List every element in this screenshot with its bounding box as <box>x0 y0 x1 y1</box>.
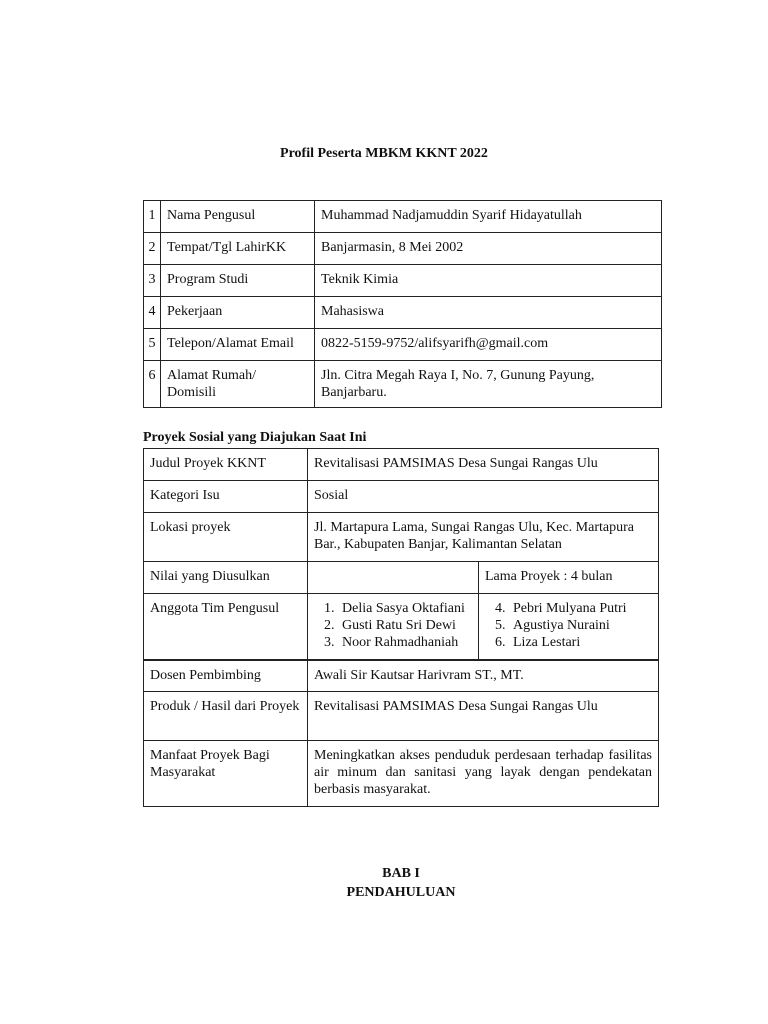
row-value: Muhammad Nadjamuddin Syarif Hidayatullah <box>315 201 662 233</box>
anggota-label: Anggota Tim Pengusul <box>144 594 308 660</box>
profile-row <box>144 297 662 329</box>
project-row <box>144 741 659 807</box>
kategori-value: Sosial <box>308 481 659 513</box>
project-row <box>144 594 659 660</box>
lokasi-label: Lokasi proyek <box>144 513 308 562</box>
row-number: 3 <box>144 265 161 297</box>
chapter-heading <box>0 864 768 902</box>
team-member: 5. Agustiya Nuraini <box>509 617 652 634</box>
judul-label: Judul Proyek KKNT <box>144 449 308 481</box>
produk-value: Revitalisasi PAMSIMAS Desa Sungai Rangas Ulu <box>308 692 659 741</box>
project-row <box>144 562 659 594</box>
project-row <box>144 692 659 741</box>
row-label: Nama Pengusul <box>161 201 315 233</box>
manfaat-value: Meningkatkan akses penduduk perdesaan terhadap fasilitas air minum dan sanitasi yang layak dengan pendekatan berbasis masyarakat. <box>308 741 659 807</box>
lama-proyek: Lama Proyek : 4 bulan <box>479 562 659 594</box>
project-table <box>143 448 659 807</box>
team-member: 1. Delia Sasya Oktafiani <box>338 600 472 617</box>
team-member: 4. Pebri Mulyana Putri <box>509 600 652 617</box>
project-row <box>144 513 659 562</box>
project-row <box>144 660 659 692</box>
profile-row <box>144 329 662 361</box>
nilai-value <box>308 562 479 594</box>
row-number: 1 <box>144 201 161 233</box>
row-value: Jln. Citra Megah Raya I, No. 7, Gunung Payung, Banjarbaru. <box>315 361 662 408</box>
dosen-label: Dosen Pembimbing <box>144 660 308 692</box>
profile-row <box>144 201 662 233</box>
row-number: 4 <box>144 297 161 329</box>
row-value: Teknik Kimia <box>315 265 662 297</box>
team-member: 3. Noor Rahmadhaniah <box>338 634 472 651</box>
row-number: 6 <box>144 361 161 408</box>
row-value: Banjarmasin, 8 Mei 2002 <box>315 233 662 265</box>
team-member: 2. Gusti Ratu Sri Dewi <box>338 617 472 634</box>
dosen-value: Awali Sir Kautsar Harivram ST., MT. <box>308 660 659 692</box>
produk-label: Produk / Hasil dari Proyek <box>144 692 308 741</box>
profile-row <box>144 233 662 265</box>
row-label: Tempat/Tgl LahirKK <box>161 233 315 265</box>
row-value: Mahasiswa <box>315 297 662 329</box>
anggota-list-left <box>308 594 479 660</box>
row-label: Telepon/Alamat Email <box>161 329 315 361</box>
nilai-label: Nilai yang Diusulkan <box>144 562 308 594</box>
project-row <box>144 481 659 513</box>
lokasi-value: Jl. Martapura Lama, Sungai Rangas Ulu, Kec. Martapura Bar., Kabupaten Banjar, Kalimantan Selatan <box>308 513 659 562</box>
judul-value: Revitalisasi PAMSIMAS Desa Sungai Rangas Ulu <box>308 449 659 481</box>
manfaat-label: Manfaat Proyek Bagi Masyarakat <box>144 741 308 807</box>
chapter-number: BAB I <box>382 866 420 881</box>
document-title: Profil Peserta MBKM KKNT 2022 <box>280 146 488 161</box>
row-label: Pekerjaan <box>161 297 315 329</box>
kategori-label: Kategori Isu <box>144 481 308 513</box>
row-value: 0822-5159-9752/alifsyarifh@gmail.com <box>315 329 662 361</box>
row-label: Alamat Rumah/ Domisili <box>161 361 315 408</box>
section-heading: Proyek Sosial yang Diajukan Saat Ini <box>143 430 367 445</box>
anggota-list-right <box>479 594 659 660</box>
team-member: 6. Liza Lestari <box>509 634 652 651</box>
profile-row <box>144 361 662 408</box>
row-number: 5 <box>144 329 161 361</box>
profile-row <box>144 265 662 297</box>
profile-table <box>143 200 662 408</box>
project-row <box>144 449 659 481</box>
chapter-title: PENDAHULUAN <box>346 885 456 900</box>
row-number: 2 <box>144 233 161 265</box>
row-label: Program Studi <box>161 265 315 297</box>
